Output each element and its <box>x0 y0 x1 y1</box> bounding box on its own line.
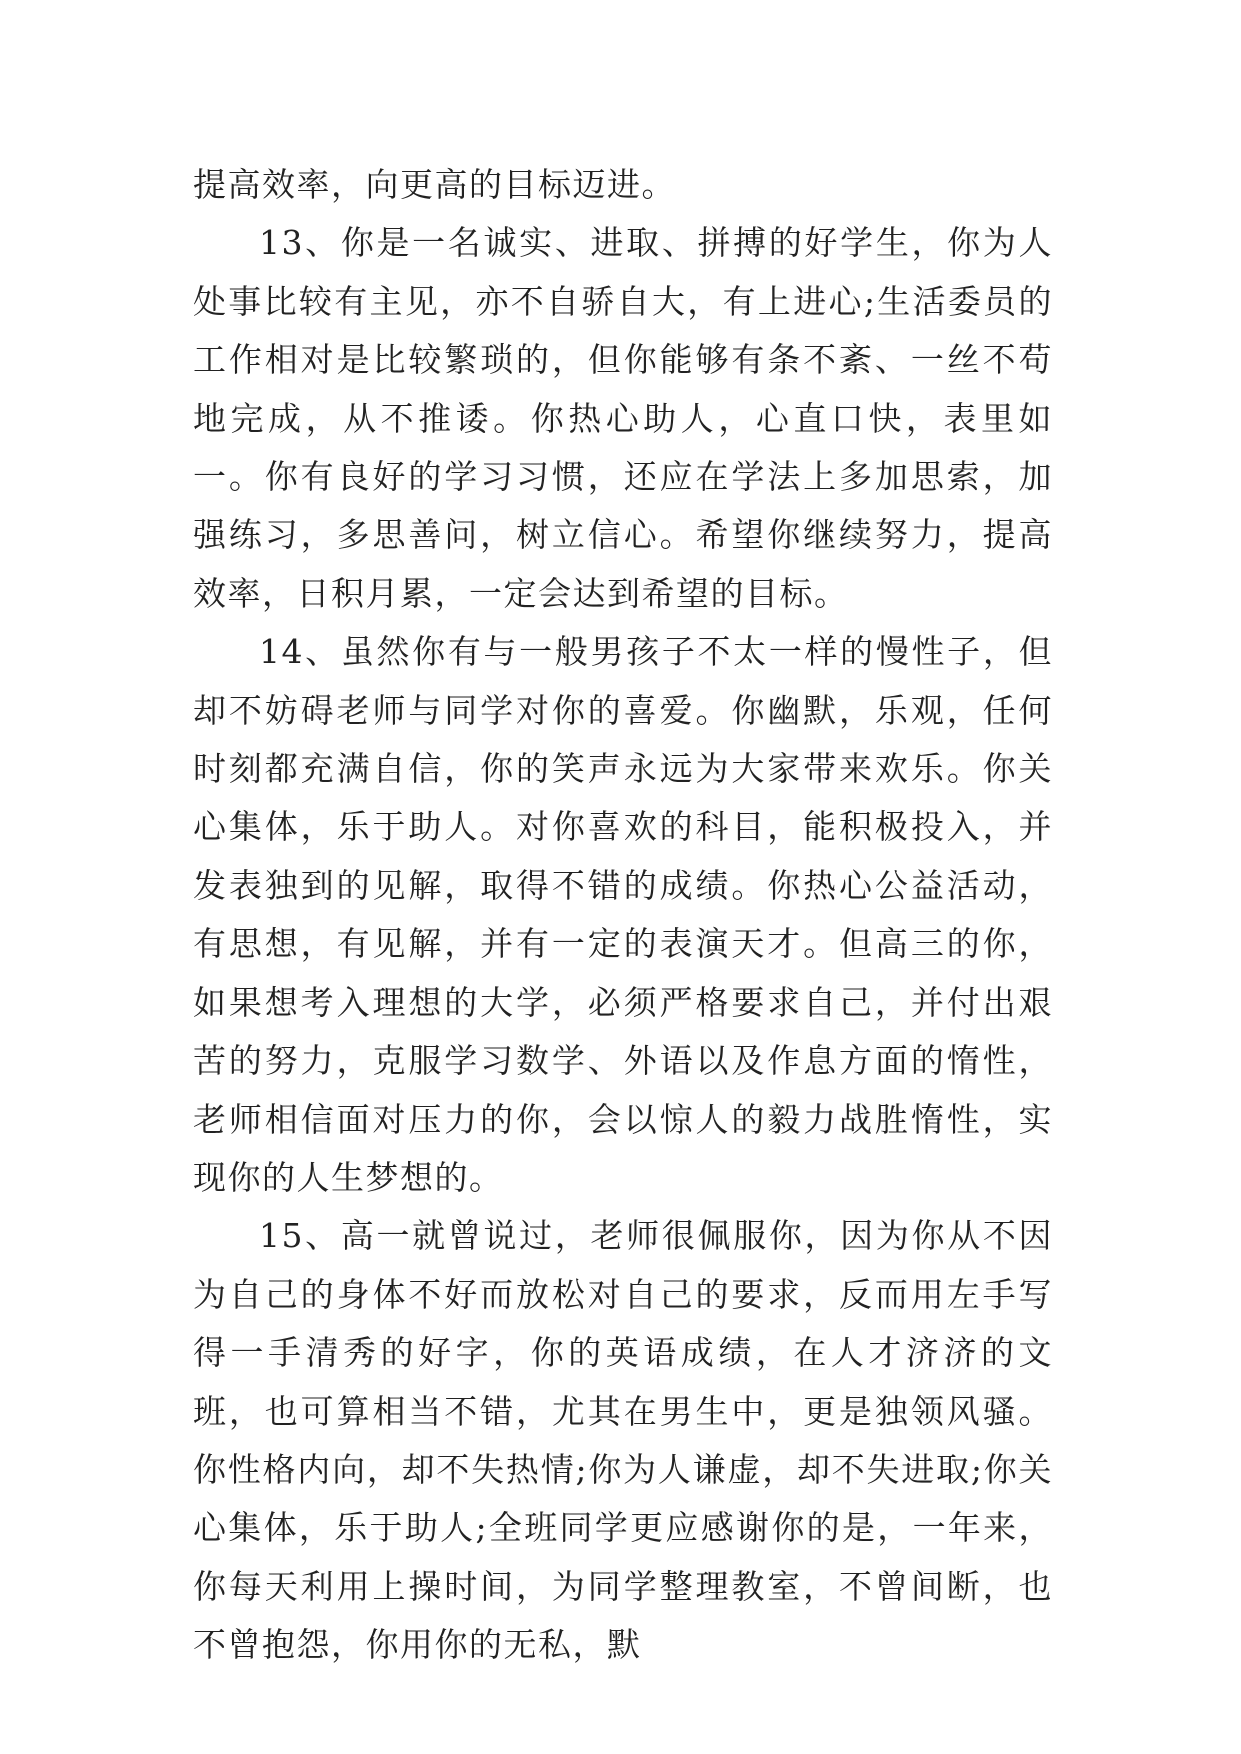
document-body <box>193 156 1053 1675</box>
paragraph-13: 13、你是一名诚实、进取、拼搏的好学生，你为人处事比较有主见，亦不自骄自大，有上进心;生活委员的工作相对是比较繁琐的，但你能够有条不紊、一丝不苟地完成，从不推诿。你热心助人，心直口快，表里如一。你有良好的学习习惯，还应在学法上多加思索，加强练习，多思善问，树立信心。希望你继续努力，提高效率，日积月累，一定会达到希望的目标。 <box>193 223 1053 613</box>
paragraph-continuation: 提高效率，向更高的目标迈进。 <box>193 165 676 204</box>
paragraph-14: 14、虽然你有与一般男孩子不太一样的慢性子，但却不妨碍老师与同学对你的喜爱。你幽默，乐观，任何时刻都充满自信，你的笑声永远为大家带来欢乐。你关心集体，乐于助人。对你喜欢的科目，能积极投入，并发表独到的见解，取得不错的成绩。你热心公益活动，有思想，有见解，并有一定的表演天才。但高三的你，如果想考入理想的大学，必须严格要求自己，并付出艰苦的努力，克服学习数学、外语以及作息方面的惰性，老师相信面对压力的你，会以惊人的毅力战胜惰性，实现你的人生梦想的。 <box>193 632 1053 1197</box>
paragraph-15: 15、高一就曾说过，老师很佩服你，因为你从不因为自己的身体不好而放松对自己的要求，反而用左手写得一手清秀的好字，你的英语成绩，在人才济济的文班，也可算相当不错，尤其在男生中，更是独领风骚。你性格内向，却不失热情;你为人谦虚，却不失进取;你关心集体，乐于助人;全班同学更应感谢你的是，一年来，你每天利用上操时间，为同学整理教室，不曾间断，也不曾抱怨，你用你的无私，默 <box>193 1216 1053 1665</box>
